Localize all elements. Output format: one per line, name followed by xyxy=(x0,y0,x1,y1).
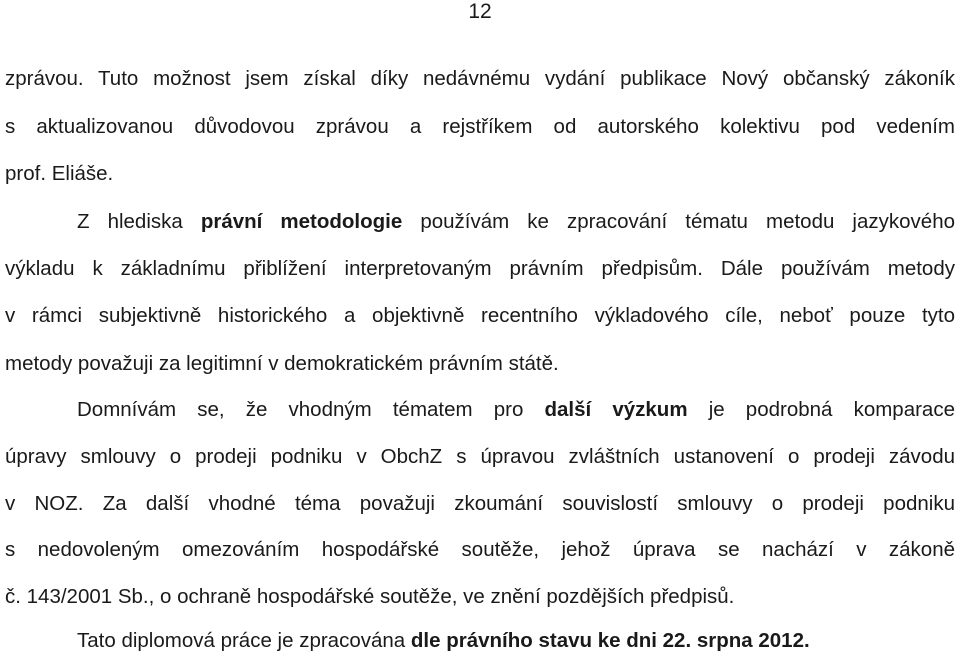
text-line xyxy=(5,64,955,94)
text-line xyxy=(77,395,955,425)
text-run: Tato diplomová práce je zpracována xyxy=(77,629,411,652)
text-line xyxy=(5,489,955,519)
text-run: s nedovoleným omezováním hospodářské soutěže, jehož úprava se nachází v zákoně xyxy=(5,538,955,561)
text-line xyxy=(5,442,955,472)
text-run: Z hlediska xyxy=(77,210,201,233)
text-line xyxy=(5,349,955,379)
text-line xyxy=(5,535,955,565)
text-line xyxy=(5,159,955,189)
text-run: prof. Eliáše. xyxy=(5,162,114,185)
text-line xyxy=(5,254,955,284)
text-run: v NOZ. Za další vhodné téma považuji zkoumání souvislostí smlouvy o prodeji podniku xyxy=(5,492,955,515)
text-run: v rámci subjektivně historického a objektivně recentního výkladového cíle, neboť pouze tyto xyxy=(5,304,955,327)
text-line xyxy=(5,582,955,612)
text-run: je podrobná komparace xyxy=(687,398,955,421)
text-run: používám ke zpracování tématu metodu jazykového xyxy=(402,210,955,233)
text-run: Domnívám se, že vhodným tématem pro xyxy=(77,398,545,421)
bold-text-run: dle právního stavu ke dni 22. srpna 2012. xyxy=(410,629,810,652)
text-run: č. 143/2001 Sb., o ochraně hospodářské soutěže, ve znění pozdějších předpisů. xyxy=(5,585,735,608)
text-run: zprávou. Tuto možnost jsem získal díky nedávnému vydání publikace Nový občanský zákoník xyxy=(5,67,955,90)
text-run: s aktualizovanou důvodovou zprávou a rejstříkem od autorského kolektivu pod vedením xyxy=(5,115,955,138)
bold-text-run: právní metodologie xyxy=(200,210,403,233)
text-line xyxy=(77,207,955,237)
text-run: výkladu k základnímu přiblížení interpretovaným právním předpisům. Dále používám metody xyxy=(5,257,955,280)
text-run: metody považuji za legitimní v demokratickém právním státě. xyxy=(5,352,559,375)
text-line xyxy=(5,301,955,331)
page-number: 12 xyxy=(468,0,492,23)
text-run: úpravy smlouvy o prodeji podniku v ObchZ s úpravou zvláštních ustanovení o prodeji závodu xyxy=(5,445,955,468)
bold-text-run: další výzkum xyxy=(544,398,688,421)
text-line xyxy=(5,112,955,142)
text-line xyxy=(77,626,955,656)
